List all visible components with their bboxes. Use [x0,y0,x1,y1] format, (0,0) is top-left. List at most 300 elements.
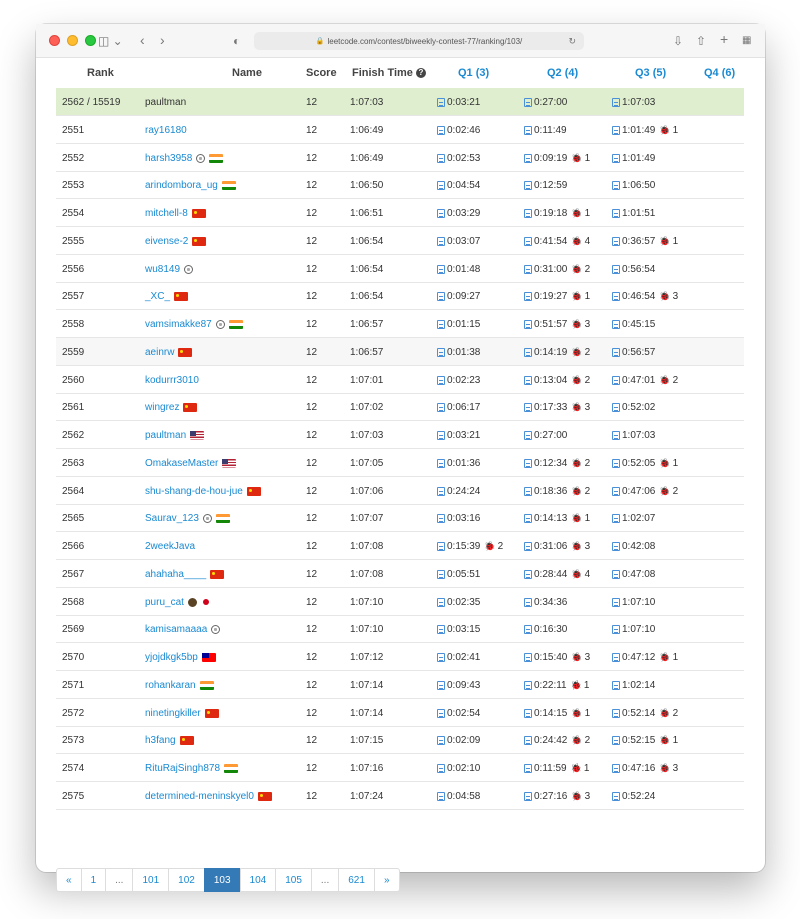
page-621[interactable]: 621 [338,868,375,892]
q1-time: 0:02:41 [447,652,481,663]
submission-icon[interactable] [524,431,532,440]
q2-cell [524,236,590,247]
submission-icon[interactable] [612,320,620,329]
q3-cell [612,180,657,191]
back-icon[interactable]: ‹ [140,32,145,48]
name-cell[interactable] [145,791,272,802]
zoom-button[interactable] [85,35,96,46]
username-link[interactable]: paultman [145,430,187,441]
name-cell[interactable] [145,458,236,469]
submission-icon[interactable] [437,209,445,218]
username-link[interactable]: h3fang [145,735,176,747]
prev-page-button[interactable]: « [56,868,82,892]
name-cell[interactable] [145,569,224,580]
finish-time-cell: 1:07:08 [350,568,384,580]
username-link[interactable]: mitchell-8 [145,208,188,219]
submission-icon[interactable] [437,292,445,301]
submission-icon[interactable] [612,265,620,274]
q2-penalty: 1 [584,152,591,164]
submission-icon[interactable] [524,598,532,607]
username-link[interactable]: kamisamaaaa [145,624,208,636]
finish-time-cell: 1:07:02 [350,402,384,414]
page-105[interactable]: 105 [275,868,312,892]
table-row [56,449,744,477]
q3-time: 0:45:15 [622,319,656,330]
sidebar-toggle-icon[interactable]: ◫ ⌄ [98,34,123,48]
username-link[interactable]: RituRajSingh878 [145,763,221,774]
username-link[interactable]: wu8149 [145,263,181,275]
table-row [56,532,744,560]
q1-cell [437,264,482,275]
name-cell[interactable] [145,430,204,441]
rank-cell: 2563 [62,457,85,469]
page-1[interactable]: 1 [81,868,107,892]
q2-time: 0:14:15 [534,707,568,719]
submission-icon[interactable] [524,181,532,190]
submission-icon[interactable] [437,625,445,634]
submission-icon[interactable] [524,265,532,274]
submission-icon[interactable] [612,209,620,218]
submission-icon[interactable] [437,348,445,357]
page-101[interactable]: 101 [132,868,169,892]
tab-overview-icon[interactable]: ▦ [742,35,752,46]
submission-icon[interactable] [524,625,532,634]
username-link[interactable]: determined-meninskyel0 [145,790,254,802]
submission-icon[interactable] [612,792,620,801]
table-row [56,615,744,643]
score-cell: 12 [306,208,318,219]
submission-icon[interactable] [612,653,620,662]
submission-icon[interactable] [612,514,620,523]
wrong-answer-bug-icon: 🐞 [659,763,671,773]
username-link[interactable]: _XC_ [145,291,171,303]
wrong-answer-bug-icon: 🐞 [571,291,583,302]
name-cell[interactable] [145,402,197,413]
forward-icon[interactable]: › [160,32,165,48]
china-flag-icon [174,292,188,301]
username-link[interactable]: 2weekJava [145,541,196,552]
submission-icon[interactable] [524,514,532,523]
table-row [56,310,744,338]
name-cell[interactable] [145,513,230,524]
header-q3[interactable]: Q3 (5) [635,67,667,79]
q1-time: 0:03:21 [447,430,481,441]
q2-time: 0:19:27 [534,291,568,303]
submission-icon[interactable] [437,320,445,329]
header-q1[interactable]: Q1 (3) [458,67,490,79]
submission-icon[interactable] [524,154,532,163]
submission-icon[interactable] [437,154,445,163]
name-cell[interactable] [145,319,243,330]
submission-icon[interactable] [437,736,445,745]
rank-cell: 2573 [62,735,85,747]
submission-icon[interactable] [524,542,532,551]
q2-penalty: 3 [584,790,591,802]
q1-cell [437,735,482,746]
address-bar[interactable] [254,32,584,50]
q3-penalty: 1 [672,652,679,663]
q3-cell [612,569,657,580]
q2-penalty: 1 [584,208,591,219]
privacy-shield-icon[interactable]: ◐ [233,34,241,48]
submission-icon[interactable] [524,237,532,246]
submission-icon[interactable] [524,376,532,385]
score-cell: 12 [306,735,318,747]
username-link[interactable]: OmakaseMaster [145,457,219,469]
finish-time-cell: 1:07:12 [350,652,384,663]
q3-cell [612,652,678,663]
q2-cell [524,319,590,330]
q3-time: 0:47:01 [622,374,656,386]
score-cell: 12 [306,152,318,164]
finish-time-cell: 1:06:51 [350,208,384,219]
table-row [56,560,744,588]
q3-cell [612,208,657,219]
q2-time: 0:34:36 [534,596,568,608]
q2-cell [524,541,590,552]
submission-icon[interactable] [437,98,445,107]
name-cell[interactable] [145,486,261,497]
submission-icon[interactable] [524,348,532,357]
finish-time-cell: 1:07:16 [350,763,384,774]
q1-time: 0:09:27 [447,291,481,303]
wrong-answer-bug-icon: 🐞 [659,485,671,496]
next-page-button[interactable]: » [374,868,400,892]
q1-cell [437,486,482,497]
username-link[interactable]: rohankaran [145,679,196,691]
q2-penalty: 3 [584,319,591,330]
globe-icon [211,625,220,634]
username-link[interactable]: vamsimakke87 [145,319,212,330]
submission-icon[interactable] [437,181,445,190]
q3-time: 0:56:54 [622,263,656,275]
username-link[interactable]: harsh3958 [145,152,193,164]
q3-time: 0:52:14 [622,707,656,719]
table-row [56,754,744,782]
submission-icon[interactable] [612,542,620,551]
q3-cell [612,735,678,746]
username-link[interactable]: wingrez [145,402,180,414]
name-cell[interactable] [145,763,238,774]
name-cell[interactable] [145,264,193,275]
name-cell[interactable] [145,208,206,219]
username-link[interactable]: arindombora_ug [145,180,218,192]
download-icon[interactable]: ⇩ [673,34,684,48]
submission-icon[interactable] [437,459,445,468]
q2-cell [524,125,569,136]
table-row [56,282,744,310]
q2-time: 0:14:19 [534,346,568,358]
username-link[interactable]: kodurrr3010 [145,374,199,386]
q2-cell [524,208,590,219]
q3-cell [612,708,678,719]
q1-cell [437,597,482,608]
table-row [56,144,744,172]
submission-icon[interactable] [612,570,620,579]
submission-icon[interactable] [524,459,532,468]
submission-icon[interactable] [524,570,532,579]
submission-icon[interactable] [612,736,620,745]
q2-cell [524,375,590,386]
username-link[interactable]: puru_cat [145,596,184,608]
q1-cell [437,375,482,386]
submission-icon[interactable] [437,709,445,718]
q3-cell [612,375,678,386]
username-link[interactable]: Saurav_123 [145,513,199,525]
finish-time-cell: 1:06:54 [350,291,384,303]
share-icon[interactable]: ⇧ [696,34,707,48]
submission-icon[interactable] [437,514,445,523]
page-103[interactable]: 103 [204,868,241,892]
reload-icon[interactable]: ↻ [568,35,576,46]
q3-penalty: 1 [672,457,679,469]
rank-cell: 2552 [62,152,85,164]
submission-icon[interactable] [437,681,445,690]
finish-time-cell: 1:07:10 [350,596,384,608]
submission-icon[interactable] [612,431,620,440]
finish-time-cell: 1:07:01 [350,374,384,386]
q2-cell [524,153,590,164]
submission-icon[interactable] [437,431,445,440]
page-104[interactable]: 104 [240,868,277,892]
q1-time: 0:01:36 [447,457,481,469]
header-finish-time-label: Finish Time [352,67,413,79]
q2-cell [524,652,590,663]
wrong-answer-bug-icon: 🐞 [659,457,671,468]
rank-cell: 2562 [62,430,85,441]
wrong-answer-bug-icon: 🐞 [571,568,583,579]
q3-cell [612,402,657,413]
q2-cell [524,569,590,580]
rank-cell: 2564 [62,485,85,497]
usa-flag-icon [222,459,236,468]
q1-time: 0:05:51 [447,568,481,580]
table-row [56,782,744,810]
rank-cell: 2551 [62,124,85,136]
q3-cell [612,347,657,358]
q1-cell [437,624,482,635]
wrong-answer-bug-icon: 🐞 [659,735,671,746]
submission-icon[interactable] [524,320,532,329]
table-row [56,699,744,727]
submission-icon[interactable] [612,348,620,357]
name-cell[interactable] [145,652,216,663]
submission-icon[interactable] [612,487,620,496]
score-cell: 12 [306,541,318,552]
username-link[interactable]: eivense-2 [145,235,189,247]
submission-icon[interactable] [437,598,445,607]
table-row [56,477,744,505]
submission-icon[interactable] [612,181,620,190]
q1-cell [437,97,482,108]
q2-penalty: 2 [584,346,591,358]
name-cell[interactable] [145,624,220,635]
submission-icon[interactable] [524,126,532,135]
submission-icon[interactable] [612,403,620,412]
submission-icon[interactable] [437,376,445,385]
finish-time-cell: 1:06:57 [350,319,384,330]
wrong-answer-bug-icon: 🐞 [484,541,496,551]
username-link[interactable]: ahahaha____ [145,568,207,580]
submission-icon[interactable] [437,764,445,773]
name-cell[interactable] [145,735,194,746]
finish-time-cell: 1:06:49 [350,152,384,164]
q3-penalty: 2 [672,485,679,497]
submission-icon[interactable] [524,764,532,773]
submission-icon[interactable] [612,376,620,385]
username-link[interactable]: aeinrw [145,346,175,358]
submission-icon[interactable] [612,459,620,468]
table-row [56,338,744,366]
q2-penalty: 3 [584,652,591,663]
q3-cell [612,680,657,691]
q2-penalty: 1 [584,707,591,719]
name-cell[interactable] [145,375,199,386]
finish-time-cell: 1:06:57 [350,346,384,358]
username-link[interactable]: ninetingkiller [145,707,201,719]
score-cell: 12 [306,679,318,691]
submission-icon[interactable] [437,487,445,496]
score-cell: 12 [306,707,318,719]
q1-cell [437,236,482,247]
q1-time: 0:02:46 [447,124,481,136]
submission-icon[interactable] [524,487,532,496]
wrong-answer-bug-icon: 🐞 [571,346,583,357]
submission-icon[interactable] [524,709,532,718]
submission-icon[interactable] [612,709,620,718]
wrong-answer-bug-icon: 🐞 [571,208,583,218]
submission-icon[interactable] [612,237,620,246]
name-cell[interactable] [145,597,209,608]
name-cell[interactable] [145,125,187,136]
username-link[interactable]: paultman [145,97,187,108]
finish-time-cell: 1:07:06 [350,485,384,497]
name-cell[interactable] [145,708,219,719]
submission-icon[interactable] [437,792,445,801]
submission-icon[interactable] [437,570,445,579]
score-cell: 12 [306,457,318,469]
q1-cell [437,652,482,663]
minimize-button[interactable] [67,35,78,46]
q1-time: 0:06:17 [447,402,481,414]
submission-icon[interactable] [612,625,620,634]
submission-icon[interactable] [612,598,620,607]
wrong-answer-bug-icon: 🐞 [571,541,583,551]
username-link[interactable]: ray16180 [145,124,187,136]
submission-icon[interactable] [612,764,620,773]
submission-icon[interactable] [524,681,532,690]
rank-cell: 2558 [62,319,85,330]
submission-icon[interactable] [524,736,532,745]
username-link[interactable]: shu-shang-de-hou-jue [145,485,243,497]
submission-icon[interactable] [524,653,532,662]
name-cell[interactable] [145,541,195,552]
q3-cell [612,763,678,774]
finish-time-cell: 1:07:10 [350,624,384,636]
q2-penalty: 2 [584,485,591,497]
new-tab-icon[interactable]: + [720,31,729,47]
q1-cell [437,125,482,136]
q2-penalty: 3 [584,541,591,552]
score-cell: 12 [306,430,318,441]
header-q2[interactable]: Q2 (4) [547,67,579,79]
wrong-answer-bug-icon: 🐞 [571,735,583,746]
close-button[interactable] [49,35,60,46]
lock-icon: 🔒 [315,38,325,45]
wrong-answer-bug-icon: 🐞 [571,152,583,163]
submission-icon[interactable] [524,209,532,218]
name-cell[interactable] [145,97,186,108]
submission-icon[interactable] [437,126,445,135]
india-flag-icon [222,181,236,190]
q2-time: 0:19:18 [534,208,568,219]
submission-icon[interactable] [524,292,532,301]
submission-icon[interactable] [612,292,620,301]
submission-icon[interactable] [437,237,445,246]
q3-penalty: 3 [672,763,679,774]
name-cell[interactable] [145,347,192,358]
submission-icon[interactable] [612,126,620,135]
wrong-answer-bug-icon: 🐞 [659,124,671,135]
q1-cell [437,513,482,524]
q1-cell [437,763,482,774]
finish-time-cell: 1:07:24 [350,790,384,802]
q2-time: 0:27:00 [534,97,568,108]
header-rank[interactable]: Rank [87,67,114,79]
rank-cell: 2556 [62,263,85,275]
page-102[interactable]: 102 [168,868,205,892]
submission-icon[interactable] [524,403,532,412]
wrong-answer-bug-icon: 🐞 [571,235,583,246]
q1-time: 0:02:09 [447,735,481,747]
q1-time: 0:01:38 [447,346,481,358]
username-link[interactable]: yjojdkgk5bp [145,652,198,663]
submission-icon[interactable] [437,403,445,412]
name-cell[interactable] [145,180,236,191]
avatar-badge-icon [188,598,197,607]
submission-icon[interactable] [612,154,620,163]
submission-icon[interactable] [437,265,445,274]
q3-cell [612,97,657,108]
finish-time-cell: 1:07:14 [350,679,384,691]
q2-time: 0:24:42 [534,735,568,747]
name-cell[interactable] [145,291,188,302]
table-row [56,504,744,532]
submission-icon[interactable] [524,792,532,801]
q3-time: 1:07:10 [622,596,656,608]
header-q4[interactable]: Q4 (6) [704,67,736,79]
q1-time: 0:03:15 [447,624,481,636]
table-row [56,227,744,255]
submission-icon[interactable] [612,98,620,107]
q2-time: 0:27:16 [534,790,568,802]
submission-icon[interactable] [612,681,620,690]
submission-icon[interactable] [524,98,532,107]
china-flag-icon [258,792,272,801]
q2-time: 0:11:49 [534,124,567,136]
q2-time: 0:15:40 [534,652,568,663]
submission-icon[interactable] [437,542,445,551]
finish-time-cell: 1:07:08 [350,541,384,552]
name-cell[interactable] [145,680,214,691]
submission-icon[interactable] [437,653,445,662]
q1-time: 0:03:29 [447,208,481,219]
help-icon[interactable]: ? [416,68,426,78]
q2-cell [524,763,589,774]
name-cell[interactable] [145,236,206,247]
japan-flag-icon [203,599,209,605]
name-cell[interactable] [145,153,223,164]
